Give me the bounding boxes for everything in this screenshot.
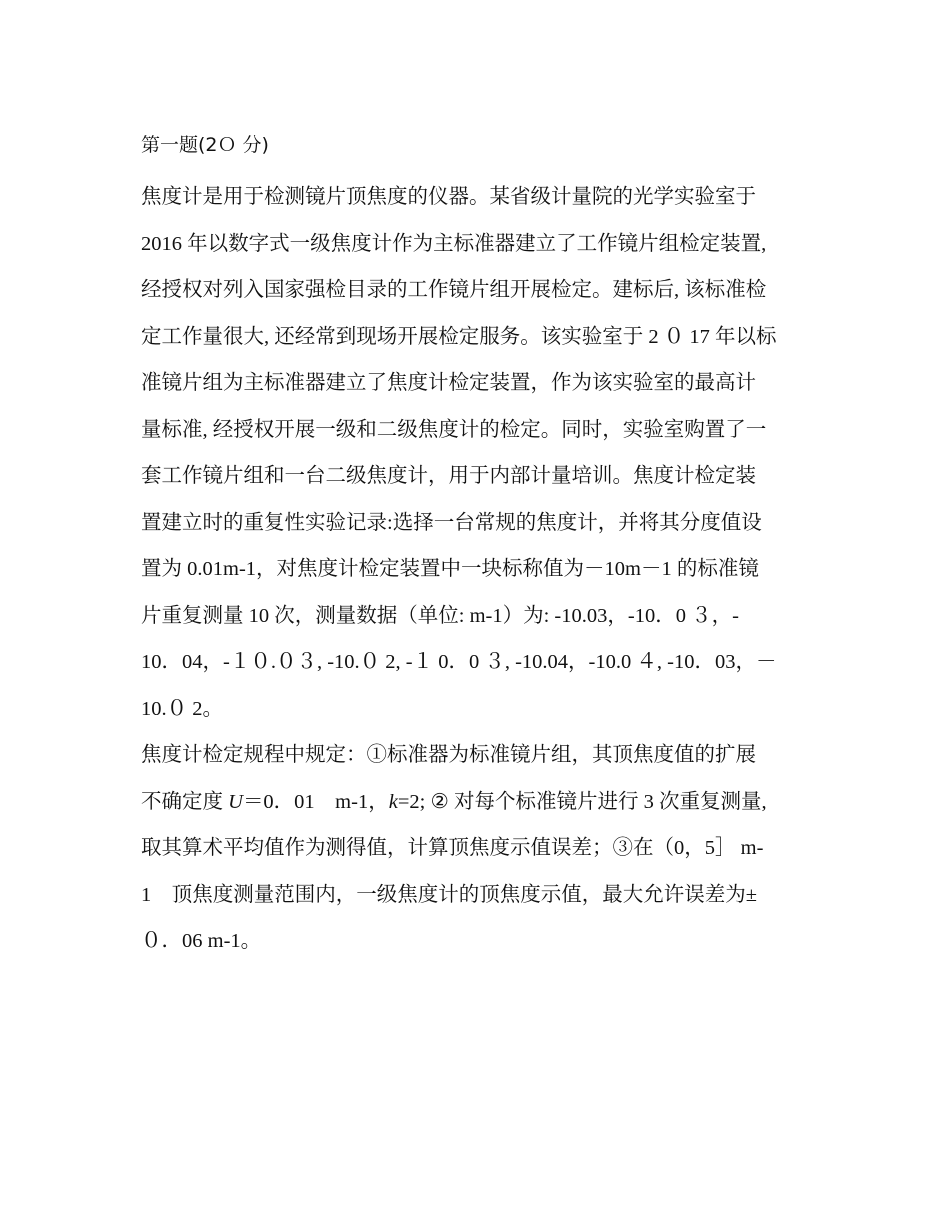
text-segment: =2; ② 对每个标准镜片进行 3 次重复测量, (397, 790, 767, 813)
text-line: 焦度计检定规程中规定：①标准器为标准镜片组，其顶焦度值的扩展 (141, 744, 756, 766)
text-line: 取其算术平均值作为测得值，计算顶焦度示值误差；③在（0，5］ m- (141, 837, 764, 859)
text-line: 10.０ 2。 (141, 697, 223, 720)
text-line: 置建立时的重复性实验记录:选择一台常规的焦度计，并将其分度值设 (141, 511, 762, 534)
text-line: ０．06 m-1。 (141, 930, 262, 952)
text-line: 准镜片组为主标准器建立了焦度计检定装置，作为该实验室的最高计 (141, 372, 756, 394)
text-line: 2016 年以数字式一级焦度计作为主标准器建立了工作镜片组检定装置, (141, 232, 767, 255)
question-heading: 第一题(2Ｏ 分) (141, 134, 269, 156)
text-line: 10．04，-１０.０３, -10.０ 2, -１ 0．0 ３, -10.04，-10.0 ４, -10．03，－ (141, 651, 777, 673)
paragraph-regulation (141, 732, 813, 965)
text-line: 经授权对列入国家强检目录的工作镜片组开展检定。建标后, 该标准检 (141, 279, 767, 301)
text-line: 焦度计是用于检测镜片顶焦度的仪器。某省级计量院的光学实验室于 (141, 186, 756, 208)
text-line: 1 顶焦度测量范围内，一级焦度计的顶焦度示值，最大允许误差为± (141, 883, 757, 906)
variable-u: U (228, 790, 243, 813)
paragraph-background (141, 174, 813, 732)
text-line: 置为 0.01m-1，对焦度计检定装置中一块标称值为－10m－1 的标准镜 (141, 558, 759, 580)
text-segment: ＝0．01 m-1， (242, 790, 389, 813)
text-line: 套工作镜片组和一台二级焦度计，用于内部计量培训。焦度计检定装 (141, 465, 756, 487)
text-line (141, 779, 813, 826)
variable-k: k (388, 790, 398, 813)
text-segment: 不确定度 (141, 790, 229, 813)
question-body (141, 128, 813, 965)
text-line: 片重复测量 10 次，测量数据（单位: m-1）为: -10.03，-10．0 ３，- (141, 604, 739, 627)
text-line: 定工作量很大, 还经常到现场开展检定服务。该实验室于 2 ０ 17 年以标 (141, 325, 777, 348)
text-line: 量标准, 经授权开展一级和二级焦度计的检定。同时，实验室购置了一 (141, 418, 767, 441)
